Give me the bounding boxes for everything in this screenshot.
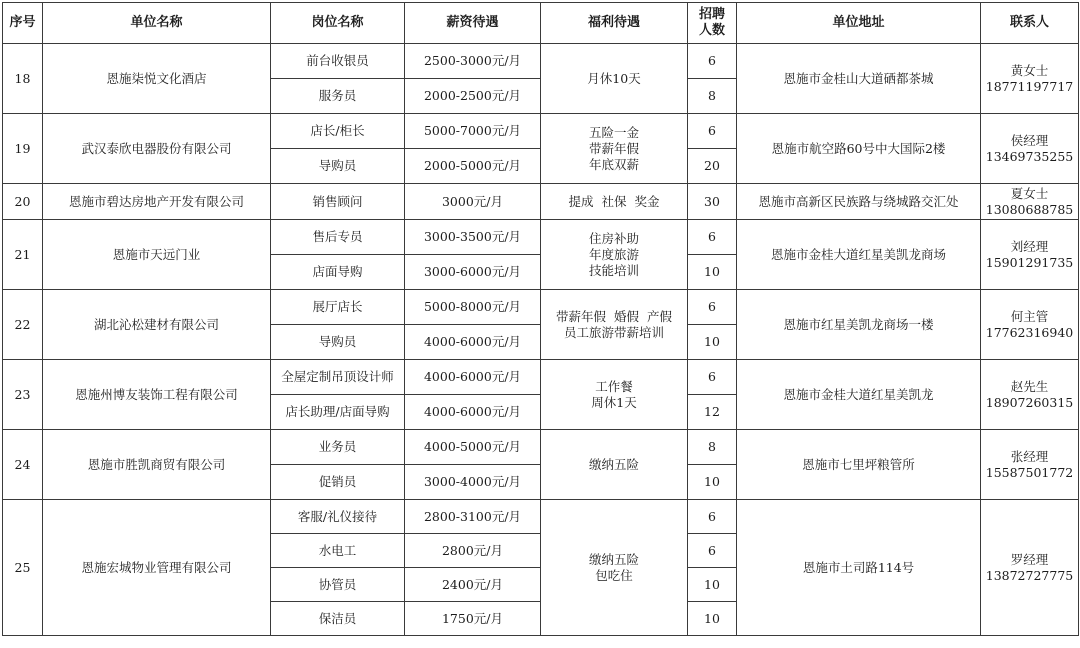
welfare-cell: 缴纳五险 包吃住 — [541, 500, 688, 636]
salary-value: 2800-3100元/月 — [405, 500, 541, 534]
salary-value: 4000-6000元/月 — [405, 360, 541, 395]
position-name: 售后专员 — [271, 220, 405, 255]
row-number: 18 — [3, 44, 43, 114]
position-name: 水电工 — [271, 534, 405, 568]
recruit-count: 12 — [688, 395, 737, 430]
row-number: 25 — [3, 500, 43, 636]
recruit-count: 10 — [688, 325, 737, 360]
company-address: 恩施市七里坪粮管所 — [737, 430, 981, 500]
table-row — [3, 220, 1079, 255]
position-name: 业务员 — [271, 430, 405, 465]
company-name: 恩施柒悦文化酒店 — [43, 44, 271, 114]
row-number: 24 — [3, 430, 43, 500]
recruit-count: 6 — [688, 114, 737, 149]
salary-value: 1750元/月 — [405, 602, 541, 636]
salary-value: 3000-3500元/月 — [405, 220, 541, 255]
welfare-cell: 五险一金 带薪年假 年底双薪 — [541, 114, 688, 184]
recruit-count: 6 — [688, 360, 737, 395]
contact-cell: 何主管 17762316940 — [981, 290, 1079, 360]
position-name: 服务员 — [271, 79, 405, 114]
contact-cell: 夏女士 13080688785 — [981, 184, 1079, 220]
contact-cell: 赵先生 18907260315 — [981, 360, 1079, 430]
table-row — [3, 184, 1079, 220]
table-row — [3, 44, 1079, 79]
table-row — [3, 114, 1079, 149]
contact-cell: 张经理 15587501772 — [981, 430, 1079, 500]
table-row — [3, 500, 1079, 534]
welfare-cell: 月休10天 — [541, 44, 688, 114]
position-name: 店面导购 — [271, 255, 405, 290]
header-position: 岗位名称 — [271, 3, 405, 44]
position-name: 销售顾问 — [271, 184, 405, 220]
recruit-count: 10 — [688, 602, 737, 636]
company-address: 恩施市高新区民族路与绕城路交汇处 — [737, 184, 981, 220]
contact-cell: 侯经理 13469735255 — [981, 114, 1079, 184]
table-row — [3, 360, 1079, 395]
header-company: 单位名称 — [43, 3, 271, 44]
salary-value: 5000-8000元/月 — [405, 290, 541, 325]
recruit-count: 8 — [688, 430, 737, 465]
row-number: 20 — [3, 184, 43, 220]
header-no: 序号 — [3, 3, 43, 44]
salary-value: 2000-5000元/月 — [405, 149, 541, 184]
recruit-count: 10 — [688, 255, 737, 290]
company-address: 恩施市金桂大道红星美凯龙商场 — [737, 220, 981, 290]
header-row — [3, 3, 1079, 44]
welfare-cell: 带薪年假 婚假 产假 员工旅游带薪培训 — [541, 290, 688, 360]
company-name: 恩施市碧达房地产开发有限公司 — [43, 184, 271, 220]
company-name: 恩施市胜凯商贸有限公司 — [43, 430, 271, 500]
recruit-count: 20 — [688, 149, 737, 184]
recruit-count: 10 — [688, 568, 737, 602]
salary-value: 4000-6000元/月 — [405, 395, 541, 430]
recruit-count: 8 — [688, 79, 737, 114]
position-name: 店长助理/店面导购 — [271, 395, 405, 430]
salary-value: 5000-7000元/月 — [405, 114, 541, 149]
header-contact: 联系人 — [981, 3, 1079, 44]
salary-value: 4000-6000元/月 — [405, 325, 541, 360]
welfare-cell: 提成 社保 奖金 — [541, 184, 688, 220]
salary-value: 4000-5000元/月 — [405, 430, 541, 465]
salary-value: 3000元/月 — [405, 184, 541, 220]
position-name: 店长/柜长 — [271, 114, 405, 149]
welfare-cell: 缴纳五险 — [541, 430, 688, 500]
company-address: 恩施市金桂大道红星美凯龙 — [737, 360, 981, 430]
contact-cell: 刘经理 15901291735 — [981, 220, 1079, 290]
recruit-count: 6 — [688, 290, 737, 325]
contact-cell: 黄女士 18771197717 — [981, 44, 1079, 114]
recruit-count: 6 — [688, 220, 737, 255]
job-listing-table — [2, 2, 1079, 636]
position-name: 展厅店长 — [271, 290, 405, 325]
position-name: 导购员 — [271, 149, 405, 184]
table-row — [3, 290, 1079, 325]
header-welfare: 福利待遇 — [541, 3, 688, 44]
welfare-cell: 住房补助 年度旅游 技能培训 — [541, 220, 688, 290]
company-name: 恩施州博友装饰工程有限公司 — [43, 360, 271, 430]
position-name: 前台收银员 — [271, 44, 405, 79]
position-name: 全屋定制吊顶设计师 — [271, 360, 405, 395]
header-recruit-count: 招聘 人数 — [688, 3, 737, 44]
position-name: 促销员 — [271, 465, 405, 500]
recruit-count: 6 — [688, 534, 737, 568]
company-address: 恩施市红星美凯龙商场一楼 — [737, 290, 981, 360]
welfare-cell: 工作餐 周休1天 — [541, 360, 688, 430]
row-number: 19 — [3, 114, 43, 184]
salary-value: 2000-2500元/月 — [405, 79, 541, 114]
salary-value: 3000-4000元/月 — [405, 465, 541, 500]
company-name: 恩施市天远门业 — [43, 220, 271, 290]
recruit-count: 6 — [688, 500, 737, 534]
row-number: 22 — [3, 290, 43, 360]
row-number: 21 — [3, 220, 43, 290]
company-name: 恩施宏城物业管理有限公司 — [43, 500, 271, 636]
company-name: 湖北沁松建材有限公司 — [43, 290, 271, 360]
company-name: 武汉泰欣电器股份有限公司 — [43, 114, 271, 184]
table-row — [3, 430, 1079, 465]
header-address: 单位地址 — [737, 3, 981, 44]
position-name: 协管员 — [271, 568, 405, 602]
position-name: 客服/礼仪接待 — [271, 500, 405, 534]
recruit-count: 10 — [688, 465, 737, 500]
recruit-count: 30 — [688, 184, 737, 220]
position-name: 导购员 — [271, 325, 405, 360]
company-address: 恩施市航空路60号中大国际2楼 — [737, 114, 981, 184]
salary-value: 2500-3000元/月 — [405, 44, 541, 79]
company-address: 恩施市金桂山大道硒都茶城 — [737, 44, 981, 114]
company-address: 恩施市土司路114号 — [737, 500, 981, 636]
salary-value: 2800元/月 — [405, 534, 541, 568]
recruit-count: 6 — [688, 44, 737, 79]
salary-value: 3000-6000元/月 — [405, 255, 541, 290]
row-number: 23 — [3, 360, 43, 430]
contact-cell: 罗经理 13872727775 — [981, 500, 1079, 636]
header-salary: 薪资待遇 — [405, 3, 541, 44]
salary-value: 2400元/月 — [405, 568, 541, 602]
position-name: 保洁员 — [271, 602, 405, 636]
